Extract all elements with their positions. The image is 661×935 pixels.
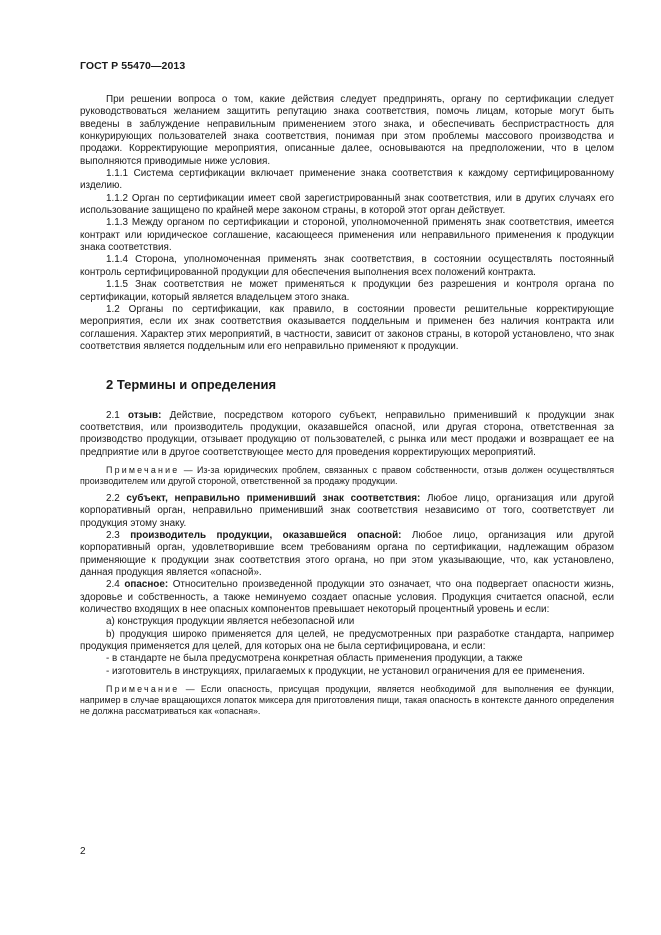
clause-1-1-1: 1.1.1 Система сертификации включает применение знака соответствия к каждому сертифицированному изделию.	[80, 168, 614, 192]
clause-1-1-4: 1.1.4 Сторона, уполномоченная применять знак соответствия, в состоянии осуществлять постоянный контроль сертифицированной продукции для обеспечения выполнения всех положений контракта.	[80, 254, 614, 278]
definition-2-2	[80, 493, 614, 530]
definition-text: Действие, посредством которого субъект, неправильно применивший к продукции знак соответствия, или производитель продукции, оказавшейся опасной, или другая сторона, ответственная за производство продукции, отзывает продукцию от пользователей, с рынка или мест продажи и возвращает ее на предприятие или в другое соответствующее место для проведения корректирующих мероприятий.	[80, 409, 614, 458]
clause-1-1-5: 1.1.5 Знак соответствия не может применяться к продукции без разрешения и контроля органа по сертификации, который является владельцем этого знака.	[80, 279, 614, 303]
definition-term: субъект, неправильно применивший знак соответствия:	[126, 492, 421, 504]
note-text: — Если опасность, присущая продукции, является необходимой для выполнения ее функции, например в случае вращающихся лопаток миксера для приготовления пищи, такая опасность в контексте данного определения не должна рассматриваться как «опасная».	[80, 684, 614, 717]
document-header: ГОСТ Р 55470—2013	[80, 60, 186, 72]
section-heading: 2 Термины и определения	[106, 377, 277, 393]
definition-number: 2.2	[106, 492, 120, 504]
page-number: 2	[80, 846, 86, 857]
clause-1-2: 1.2 Органы по сертификации, как правило, в состоянии провести решительные корректирующие мероприятия, если их знак соответствия оказывается поддельным и применен без наличия контракта или соглашения. Характер этих мероприятий, в частности, зависит от законов страны, в которой установлено, что знак соответствия является поддельным или его неправильно применяют к продукции.	[80, 303, 614, 352]
definition-term: опасное:	[124, 579, 169, 591]
note-1	[80, 465, 614, 487]
sub-item-dash-2: - изготовитель в инструкциях, прилагаемых к продукции, не установил ограничения для ее применения.	[106, 665, 585, 677]
sub-item-b: b) продукция широко применяется для целей, не предусмотренных при разработке стандарта, например продукция применяется для целей, для которых она не была сертифицирована, и если:	[80, 628, 614, 653]
definition-number: 2.4	[106, 579, 120, 591]
definition-2-4	[80, 579, 614, 616]
note-label: Примечание	[106, 464, 180, 475]
definition-number: 2.1	[106, 409, 120, 421]
definition-text: Любое лицо, организация или другой корпоративный орган, удовлетворившие всем требованиям органа по сертификации, надлежащим образом применяющие к продукции знак соответствия этого органа, но при этом указывающие, что, как установлено, данная продукция является «опасной».	[80, 529, 614, 578]
definition-2-3	[80, 530, 614, 579]
note-2	[80, 684, 614, 717]
sub-item-dash-1: - в стандарте не была предусмотрена конкретная область применения продукции, а также	[106, 653, 523, 665]
note-label: Примечание	[106, 684, 180, 695]
definition-text: Относительно произведенной продукции это означает, что она подвергает опасности жизнь, здоровье и собственность, а также неминуемо создает опасные условия. Продукция считается опасной, если количество входящих в нее опасных компонентов превышает некоторый процентный уровень и если:	[80, 579, 614, 616]
sub-item-a: a) конструкция продукции является небезопасной или	[106, 616, 355, 628]
document-body	[80, 94, 614, 723]
definition-term: отзыв:	[128, 409, 162, 421]
definition-2-1	[80, 410, 614, 459]
definition-number: 2.3	[106, 529, 120, 541]
clause-1-1-3: 1.1.3 Между органом по сертификации и стороной, уполномоченной применять знак соответствия, имеется контракт или юридическое соглашение, касающееся применения или неправильного применения к продукции знака соответствия.	[80, 217, 614, 254]
note-text: — Из-за юридических проблем, связанных с правом собственности, отзыв должен осуществляться производителем или другой стороной, ответственной за продажу продукции.	[80, 464, 614, 486]
clause-1-1-2: 1.1.2 Орган по сертификации имеет свой зарегистрированный знак соответствия, или в других случаях его использование защищено по крайней мере законом страны, в которой этот орган действует.	[80, 192, 614, 217]
definition-term: производитель продукции, оказавшейся опасной:	[130, 529, 402, 541]
intro-paragraph: При решении вопроса о том, какие действия следует предпринять, органу по сертификации следует руководствоваться желанием защитить репутацию знака соответствия, помочь лицам, которые могут быть введены в заблуждение неправильным применением этого знака, и обеспечивать беспристрастность для конкурирующих пользователей знака соответствия, понимая при этом проблемы массового производства и продажи. Корректирующие мероприятия, описанные далее, основываются на предположении, что в целом выполняются приводимые ниже условия.	[80, 94, 614, 167]
definition-text: Любое лицо, организация или другой корпоративный орган, неправильно применивший знак соответствия независимо от того, соответствует ли продукция этому знаку.	[80, 492, 614, 529]
